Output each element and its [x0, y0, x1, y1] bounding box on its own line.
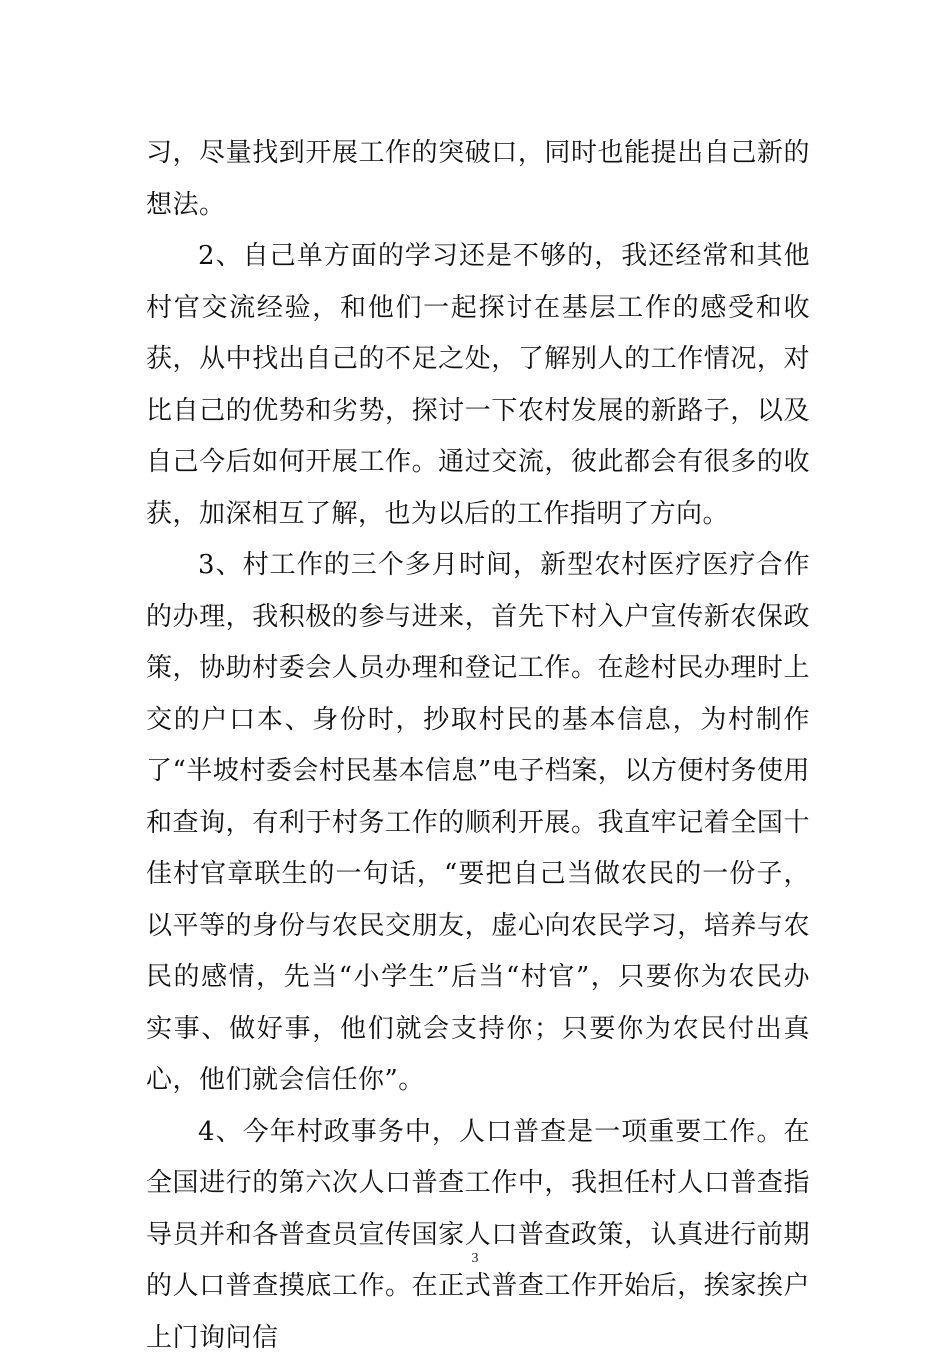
paragraph-item-2: 2、自己单方面的学习还是不够的，我还经常和其他村官交流经验，和他们一起探讨在基层工作的感受和收获，从中找出自己的不足之处，了解别人的工作情况，对比自己的优势和劣势，探讨一下农村发展的新路子，以及自己今后如何开展工作。通过交流，彼此都会有很多的收获，加深相互了解，也为以后的工作指明了方向。 [146, 231, 810, 540]
paragraph-item-4: 4、今年村政事务中，人口普查是一项重要工作。在全国进行的第六次人口普查工作中，我担任村人口普查指导员并和各普查员宣传国家人口普查政策，认真进行前期的人口普查摸底工作。在正式普查工作开始后，挨家挨户上门询问信 [146, 1107, 810, 1364]
paragraph-item-3: 3、村工作的三个多月时间，新型农村医疗医疗合作的办理，我积极的参与进来，首先下村入户宣传新农保政策，协助村委会人员办理和登记工作。在趁村民办理时上交的户口本、身份时，抄取村民的基本信息，为村制作了“半坡村委会村民基本信息”电子档案，以方便村务使用和查询，有利于村务工作的顺利开展。我直牢记着全国十佳村官章联生的一句话，“要把自己当做农民的一份子，以平等的身份与农民交朋友，虚心向农民学习，培养与农民的感情，先当“小学生”后当“村官”，只要你为农民办实事、做好事，他们就会支持你；只要你为农民付出真心，他们就会信任你”。 [146, 540, 810, 1107]
paragraph-continued: 习，尽量找到开展工作的突破口，同时也能提出自己新的想法。 [146, 128, 810, 231]
body-text [146, 128, 810, 1364]
page-number: 3 [0, 1250, 950, 1268]
